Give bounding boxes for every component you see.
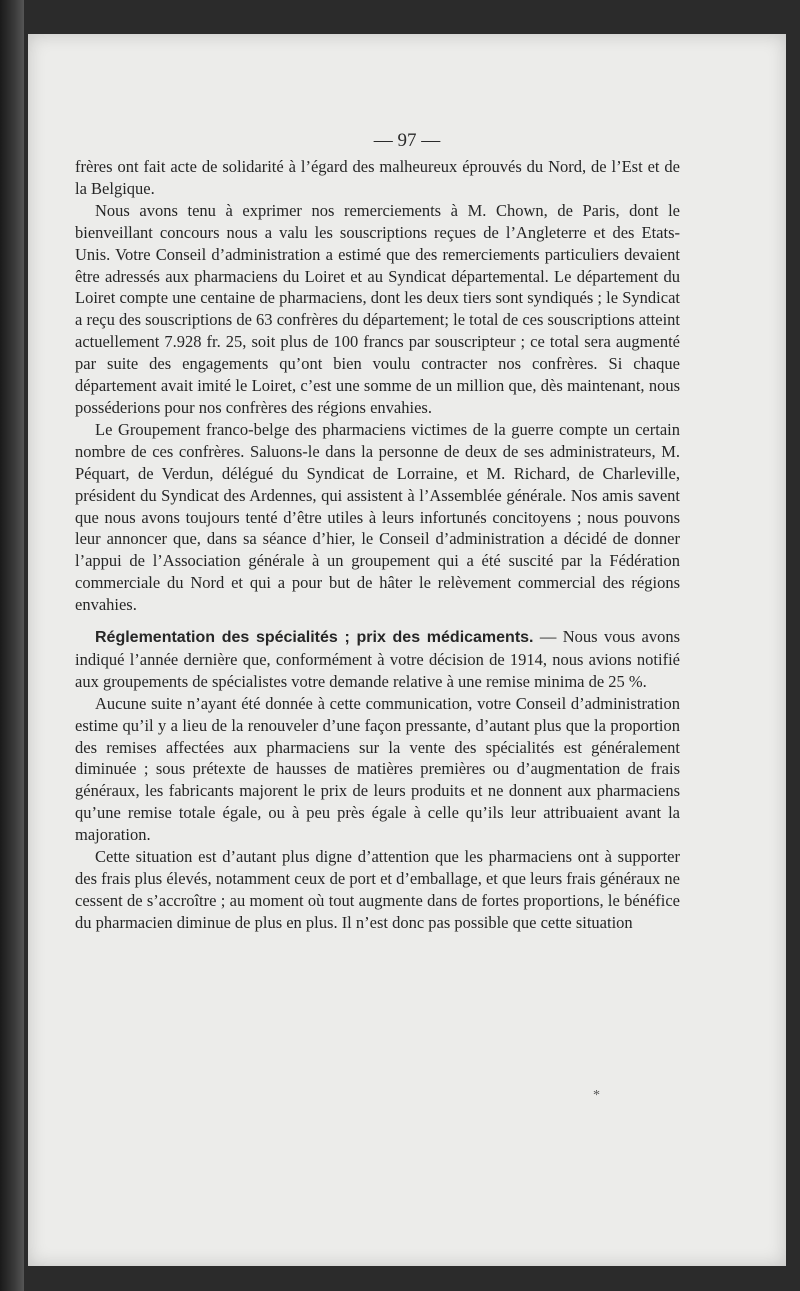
page-body xyxy=(75,156,680,934)
section-lead-text: — Nous vous avons indiqué l’année dernière que, conformément à votre décision de 1914, nous avions notifié aux groupements de spécialistes votre demande relative à une remise minima de 25 %. xyxy=(75,627,680,691)
paragraph-6: Cette situation est d’autant plus digne d’attention que les pharmaciens ont à supporter des frais plus élevés, notamment ceux de port et d’emballage, et que leurs frais généraux ne cessent de s’accroître ; au moment où tout augmente dans de fortes proportions, le bénéfice du pharmacien diminue de plus en plus. Il n’est donc pas possible que cette situation xyxy=(75,847,680,932)
book-binding-edge xyxy=(0,0,24,1291)
section-paragraph xyxy=(75,626,680,693)
footer-mark: * xyxy=(593,1088,600,1103)
section-title: Réglementation des spécialités ; prix des médicaments. xyxy=(95,629,534,647)
paragraph-2: Nous avons tenu à exprimer nos remerciements à M. Chown, de Paris, dont le bienveillant concours nous a valu les souscriptions reçues de l’Angleterre et des Etats-Unis. Votre Conseil d’administration a estimé que des remerciements particuliers devaient être adressés aux pharmaciens du Loiret et au Syndicat départemental. Le département du Loiret compte une centaine de pharmaciens, dont les deux tiers sont syndiqués ; le Syndicat a reçu des souscriptions de 63 confrères du département; le total de ces souscriptions atteint actuellement 7.928 fr. 25, soit plus de 100 francs par souscripteur ; ce total sera augmenté par suite des engagements qu’ont bien voulu contracter nos confrères. Si chaque département avait imité le Loiret, c’est une somme de un million que, dès maintenant, nous posséderions pour nos confrères des régions envahies. xyxy=(75,200,680,417)
page-number: — 97 — xyxy=(373,130,441,151)
paragraph-5: Aucune suite n’ayant été donnée à cette communication, votre Conseil d’administration estime qu’il y a lieu de la renouveler d’une façon pressante, d’autant plus que la proportion des remises affectées aux pharmaciens sur la vente des spécialités est généralement diminuée ; sous prétexte de hausses de matières premières ou d’augmentation de frais généraux, les fabricants majorent le prix de leurs produits et ne donnent aux pharmaciens qu’une remise totale égale, ou à peu près égale à celle qu’ils leur attribuaient avant la majoration. xyxy=(75,693,680,845)
paragraph-3: Le Groupement franco-belge des pharmaciens victimes de la guerre compte un certain nombre de ces confrères. Saluons-le dans la personne de deux de ses administrateurs, M. Péquart, de Verdun, délégué du Syndicat de Lorraine, et M. Richard, de Charleville, président du Syndicat des Ardennes, qui assistent à l’Assemblée générale. Nos amis savent que nous avons toujours tenté d’être utiles à leurs infortunés concitoyens ; nous pouvons leur annoncer que, dans sa séance d’hier, le Conseil d’administration a décidé de donner l’appui de l’Association générale à un groupement qui a été suscité par la Fédération commerciale du Nord et qui a pour but de hâter le relèvement commercial des régions envahies. xyxy=(75,419,680,615)
paragraph-1: frères ont fait acte de solidarité à l’égard des malheureux éprouvés du Nord, de l’Est et de la Belgique. xyxy=(75,157,680,198)
book-page xyxy=(28,34,786,1266)
